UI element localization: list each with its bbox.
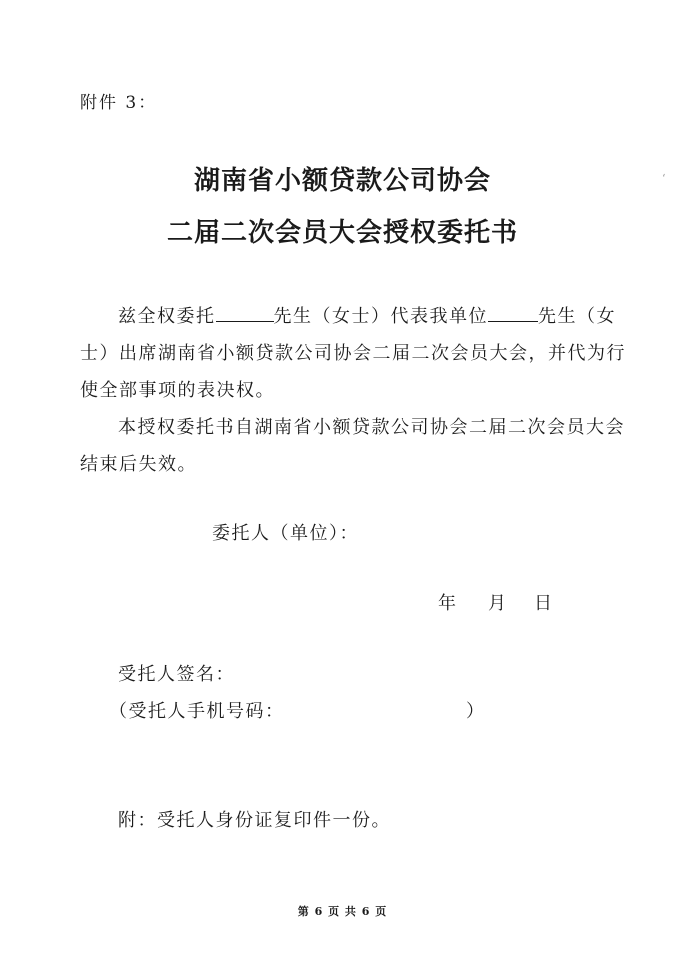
document-title-line-1: 湖南省小额贷款公司协会 xyxy=(193,166,491,196)
delegate-name-blank-2 xyxy=(488,305,538,322)
attachment-label: 附件 3： xyxy=(80,93,158,113)
page-footer: 第 6 页 共 6 页 xyxy=(297,905,388,918)
paragraph-1-seg-1: 兹全权委托 xyxy=(118,306,216,327)
date-year-label: 年 xyxy=(438,593,458,614)
agent-signature-label: 受托人签名： xyxy=(118,664,235,685)
paragraph-1-line-2: 士）出席湖南省小额贷款公司协会二届二次会员大会，并代为行 xyxy=(80,343,626,364)
date-month-label: 月 xyxy=(488,593,508,614)
paragraph-1-seg-2: 先生（女士）代表我单位 xyxy=(273,306,488,327)
date-day-label: 日 xyxy=(534,593,554,614)
agent-phone-open: （受托人手机号码： xyxy=(109,701,285,722)
delegate-name-blank-1 xyxy=(216,305,274,322)
agent-phone-close: ） xyxy=(466,701,486,722)
principal-label: 委托人（单位）： xyxy=(212,523,359,544)
paragraph-2-line-1: 本授权委托书自湖南省小额贷款公司协会二届二次会员大会 xyxy=(118,417,625,438)
paragraph-2-line-2: 结束后失效。 xyxy=(80,454,197,475)
paragraph-1-seg-3: 先生（女 xyxy=(538,306,616,327)
paragraph-1-line-1 xyxy=(118,302,616,328)
attachment-note: 附：受托人身份证复印件一份。 xyxy=(118,810,391,831)
paragraph-1-line-3: 使全部事项的表决权。 xyxy=(80,380,275,401)
scan-mark: ‘ xyxy=(662,172,666,185)
document-title-line-2: 二届二次会员大会授权委托书 xyxy=(166,218,518,248)
